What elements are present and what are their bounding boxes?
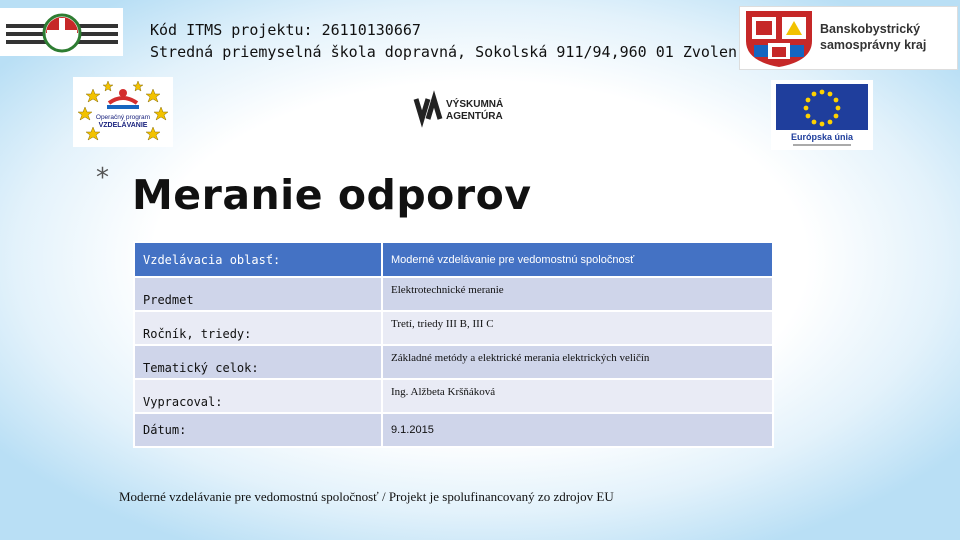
eu-logo	[771, 80, 873, 150]
school-address: Stredná priemyselná škola dopravná, Sokolská 911/94,960 01 Zvolen	[150, 43, 737, 61]
table-row	[134, 311, 773, 345]
bullet-asterisk: *	[96, 163, 109, 193]
table-header-row	[134, 242, 773, 277]
slide-title: Meranie odporov	[132, 171, 532, 219]
va-logo	[400, 85, 523, 133]
table-cell-value: Elektrotechnické meranie	[382, 277, 773, 311]
table-cell-label: Ročník, triedy:	[134, 311, 382, 345]
table-cell-label: Tematický celok:	[134, 345, 382, 379]
table-cell-label: Predmet	[134, 277, 382, 311]
footer-note: Moderné vzdelávanie pre vedomostnú spoločnosť / Projekt je spolufinancovaný zo zdrojov EU	[119, 489, 614, 504]
opv-text-2: VZDELÁVANIE	[98, 122, 148, 129]
table-cell-label: Dátum:	[134, 413, 382, 447]
opv-logo	[73, 77, 173, 147]
va-text-1: VÝSKUMNÁ	[446, 99, 504, 110]
table-row	[134, 345, 773, 379]
eu-text: Európska únia	[790, 132, 854, 142]
table-row	[134, 413, 773, 447]
table-cell-value: Ing. Alžbeta Kršňáková	[382, 379, 773, 413]
table-cell-label: Vzdelávacia oblasť:	[134, 242, 382, 277]
table-row	[134, 379, 773, 413]
bbsk-text-1: Banskobystrický	[820, 22, 921, 36]
bbsk-text-2: samosprávny kraj	[820, 38, 927, 52]
itms-code: Kód ITMS projektu: 26110130667	[150, 21, 421, 39]
va-text-2: AGENTÚRA	[446, 111, 503, 122]
table-row	[134, 277, 773, 311]
opv-text-1: Operačný program	[95, 114, 151, 121]
bbsk-logo	[739, 6, 958, 70]
table-cell-value: Tretí, triedy III B, III C	[382, 311, 773, 345]
table-cell-value: Moderné vzdelávanie pre vedomostnú spoločnosť	[382, 242, 773, 277]
table-cell-value: Základné metódy a elektrické merania elektrických veličín	[382, 345, 773, 379]
table-cell-label: Vypracoval:	[134, 379, 382, 413]
info-table	[133, 241, 774, 448]
table-cell-value: 9.1.2015	[382, 413, 773, 447]
school-logo	[0, 8, 123, 56]
